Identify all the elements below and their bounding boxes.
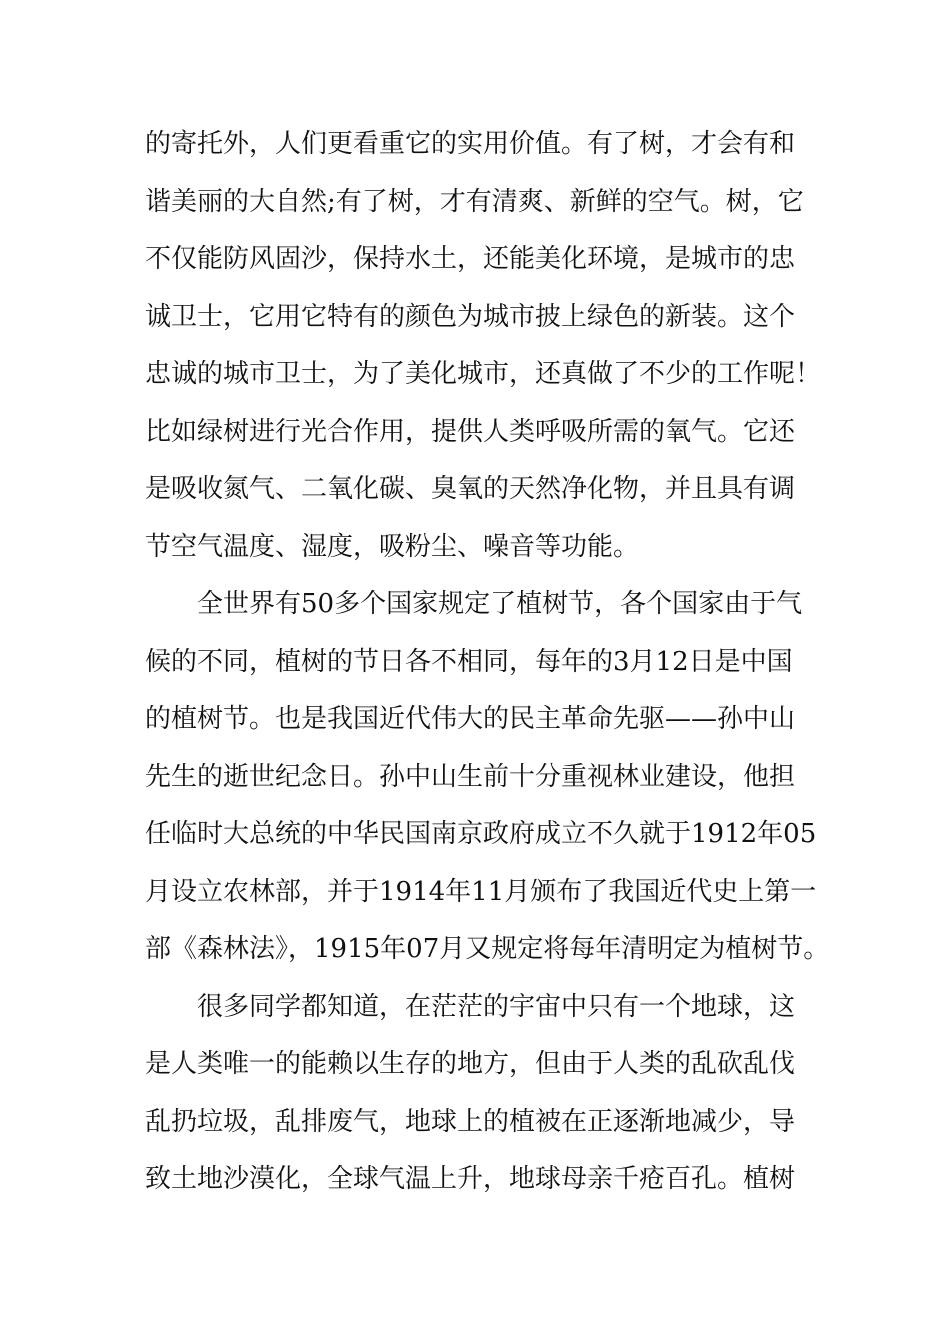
text-line: 是人类唯一的能赖以生存的地方，但由于人类的乱砍乱伐 xyxy=(145,1049,796,1079)
paragraph-3 xyxy=(145,979,810,1209)
body-text xyxy=(145,116,830,1209)
text-line: 乱扔垃圾，乱排废气，地球上的植被在正逐渐地减少，导 xyxy=(145,1106,796,1137)
text-line-first: 全世界有50多个国家规定了植树节，各个国家由于气 xyxy=(197,589,803,619)
text-line: 任临时大总统的中华民国南京政府成立不久就于1912年05 xyxy=(145,819,817,849)
text-line: 月设立农林部，并于1914年11月颁布了我国近代史上第一 xyxy=(145,876,817,907)
text-line: 不仅能防风固沙，保持水土，还能美化环境，是城市的忠 xyxy=(145,244,796,274)
text-line: 先生的逝世纪念日。孙中山生前十分重视林业建设，他担 xyxy=(145,761,796,792)
text-line: 节空气温度、湿度，吸粉尘、噪音等功能。 xyxy=(145,531,640,562)
text-line: 比如绿树进行光合作用，提供人类呼吸所需的氧气。它还 xyxy=(145,416,796,447)
text-line: 诚卫士，它用它特有的颜色为城市披上绿色的新装。这个 xyxy=(145,301,796,332)
text-line: 的寄托外，人们更看重它的实用价值。有了树，才会有和 xyxy=(145,129,796,159)
text-line: 致土地沙漠化，全球气温上升，地球母亲千疮百孔。植树 xyxy=(145,1164,796,1194)
text-line: 候的不同，植树的节日各不相同，每年的3月12日是中国 xyxy=(145,646,793,677)
text-line: 部《森林法》，1915年07月又规定将每年清明定为植树节。 xyxy=(145,934,830,964)
paragraph-2 xyxy=(145,576,830,979)
text-line: 是吸收氮气、二氧化碳、臭氧的天然净化物，并且具有调 xyxy=(145,474,796,504)
text-line: 的植树节。也是我国近代伟大的民主革命先驱——孙中山 xyxy=(145,704,796,734)
text-line: 忠诚的城市卫士，为了美化城市，还真做了不少的工作呢！ xyxy=(145,359,822,389)
text-line-first: 很多同学都知道，在茫茫的宇宙中只有一个地球，这 xyxy=(197,991,796,1022)
paragraph-1 xyxy=(145,116,822,576)
text-line: 谐美丽的大自然;有了树，才有清爽、新鲜的空气。树，它 xyxy=(145,186,804,217)
